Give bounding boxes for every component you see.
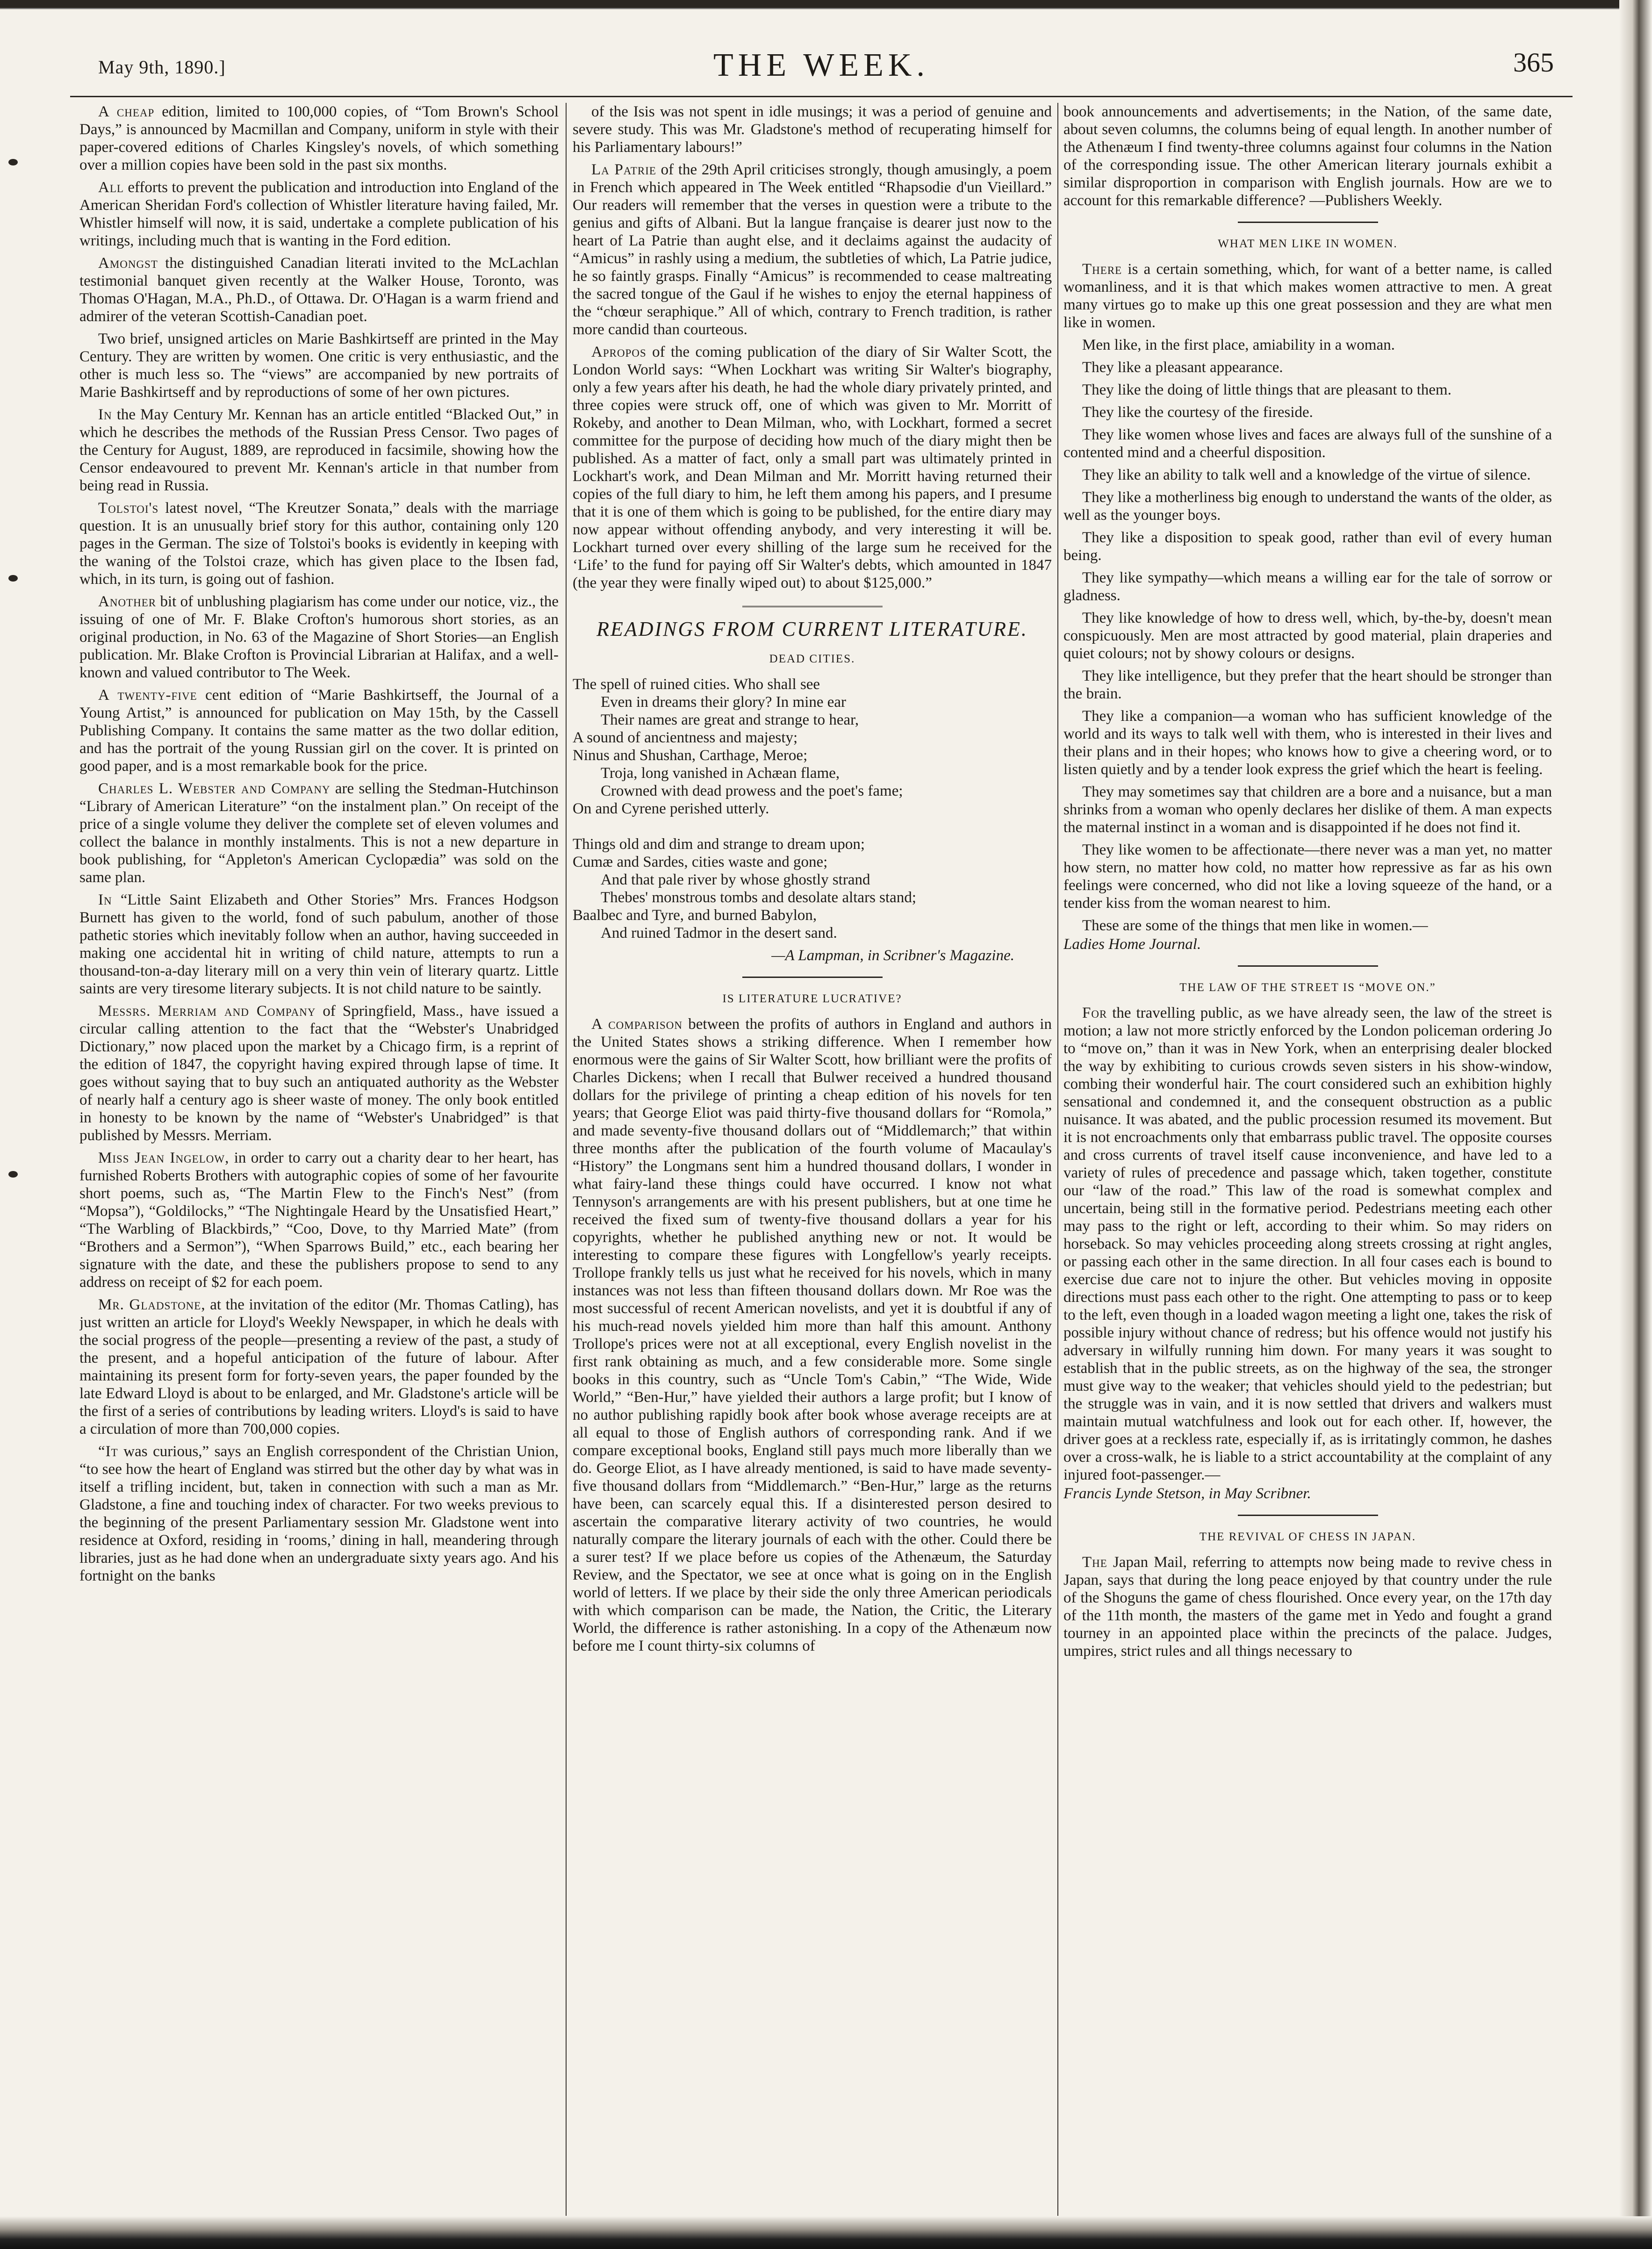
paragraph-lead: Amongst [98, 255, 158, 272]
paragraph-text: cent edition of “Marie Bashkirtseff, the Journal of a Young Artist,” is announced for publication on May 15th, by the Cassell Publishing Company. It contains the same matter as the two dollar edition, and has the portrait of the young Russian girl on the cover. It is printed on good paper, and is a most remarkable book for the price. [79, 687, 559, 775]
paragraph-text: latest novel, “The Kreutzer Sonata,” deals with the marriage question. It is an unusually brief story for this author, containing only 120 pages in the German. The size of Tolstoi's books is evidently in keeping with the waning of the Tolstoi craze, which has given place to the Ibsen fad, which, in its turn, is going out of fashion. [79, 500, 559, 588]
paragraph-lead: “It [98, 1443, 118, 1460]
article-paragraph [573, 343, 1052, 592]
paragraph-text: efforts to prevent the publication and introduction into England of the American Sheridan Ford's collection of Whistler literature having failed, Mr. Whistler himself will now, it is said, undertake a complete publication of his writings, including much that is wanting in the Ford edition. [79, 179, 559, 249]
paragraph-lead: All [98, 179, 124, 196]
dead-cities-poem [573, 675, 1052, 942]
poem-line: Troja, long vanished in Achæan flame, [601, 765, 840, 782]
poem-attribution: —A Lampman, in Scribner's Magazine. [771, 947, 1014, 964]
paragraph-text: bit of unblushing plagiarism has come under our notice, viz., the issuing of one of Mr. F. Blake Crofton's humorous short stories, as an original production, in No. 63 of the Magazine of Short Stories—an English publication. Mr. Blake Crofton is Provincial Librarian at Halifax, and a well-known and valued contributor to The Week. [79, 593, 559, 681]
women-credit: Ladies Home Journal. [1063, 936, 1201, 953]
women-heading: WHAT MEN LIKE IN WOMEN. [1218, 237, 1398, 250]
article-paragraph [1063, 783, 1552, 836]
issue-date: May 9th, 1890.] [98, 57, 226, 78]
chess-paragraphs [1063, 1553, 1552, 1660]
article-paragraph [79, 1002, 559, 1144]
paragraph-text: are selling the Stedman-Hutchinson “Library of American Literature” “on the instalment plan.” On receipt of the price of a single volume they deliver the complete set of eleven volumes and collect the balance in monthly instalments. This is not a new departure in book publishing, for “Appleton's American Cyclopædia” was sold on the same plan. [79, 780, 559, 886]
article-paragraph [1063, 529, 1552, 564]
paragraph-text: at the invitation of the editor (Mr. Thomas Catling), has just written an article for Lloyd's Weekly Newspaper, in which he deals with the social progress of the people—presenting a review of the past, a study of the present, and a hopeful anticipation of the future of labour. After maintaining its present form for forty-seven years, the paper founded by the late Edward Lloyd is about to be enlarged, and Mr. Gladstone's article will be the first of a series of contributions by leading writers. Lloyd's is said to have a circulation of more than 700,000 copies. [79, 1296, 559, 1437]
section-rule [742, 606, 883, 609]
paragraph-text: They like a disposition to speak good, rather than evil of every human being. [1063, 529, 1552, 564]
poem-line: Crowned with dead prowess and the poet's fame; [601, 783, 903, 799]
poem-line: Baalbec and Tyre, and burned Babylon, [573, 907, 817, 924]
article-paragraph [573, 103, 1052, 156]
top-border [0, 0, 1652, 13]
article-paragraph [1063, 489, 1552, 524]
paragraph-lead: Tolstoi's [98, 500, 159, 517]
paragraph-lead: For [1082, 1005, 1107, 1021]
chess-heading: THE REVIVAL OF CHESS IN JAPAN. [1199, 1530, 1416, 1543]
column-right [1063, 103, 1552, 2225]
paragraph-text: the travelling public, as we have already seen, the law of the street is motion; a law not more strictly enforced by the London policeman ordering Jo to “move on,” than it was in New York, when an enterprising dealer blocked the way by exhibiting to curious crowds seven sisters in his show-window, combing their wonderful hair. The court considered such an exhibition highly sensational and condemned it, and the consequent obstruction as a public nuisance. It was abated, and the public procession resumed its movement. But it is not encroachments only that embarrass public travel. The opposite courses and cross currents of travel itself cause inconvenience, and have led to a variety of rules of precedence and passage which, taken together, constitute our “law of the road.” This law of the road is somewhat complex and uncertain, being still in the formative period. Pedestrians meeting each other may pass to the right or left, according to their whim. So may riders on horseback. So may vehicles proceeding along streets crossing at right angles, or passing each other in the same direction. In all four cases each is bound to exercise due care not to injure the other. But vehicles moving in opposite directions must pass each other to the right. One attempting to pass or to keep to the left, even though in a loaded wagon meeting a light one, takes the risk of possible injury without chance of redress; but his offence would not justify his adversary in wilfully running him down. For many years it was sought to establish that in the public streets, as on the highway of the sea, the stronger must give way to the weaker; that vehicles should yield to the pedestrian; but the struggle was in vain, and it is now settled that drivers and walkers must maintain mutual watchfulness and look out for each other. If, however, the driver goes at a reckless rate, especially if, as is irritatingly common, he dashes over a cross-walk, he is liable to a strict accountability at the complaint of any injured foot-passenger.— [1063, 1005, 1552, 1483]
paragraph-text: the distinguished Canadian literati invited to the McLachlan testimonial banquet given recently at the Walker House, Toronto, was Thomas O'Hagan, M.A., Ph.D., of Ottawa. Dr. O'Hagan is a warm friend and admirer of the veteran Scottish-Canadian poet. [79, 255, 559, 325]
page-number: 365 [1513, 47, 1554, 78]
article-paragraph [1063, 381, 1552, 399]
poem-line: On and Cyrene perished utterly. [573, 800, 769, 817]
dead-cities-heading: DEAD CITIES. [769, 653, 855, 665]
article-paragraph [1063, 466, 1552, 484]
poem-line [573, 818, 1052, 835]
paragraph-text: They like the doing of little things that are pleasant to them. [1082, 381, 1451, 398]
article-paragraph [1063, 917, 1552, 934]
paragraph-text: the May Century Mr. Kennan has an article entitled “Blacked Out,” in which he describes the methods of the Russian Press Censor. Two pages of the Century for August, 1889, are reproduced in facsimile, showing how the Censor endeavoured to prevent Mr. Kennan's article in that number from being read in Russia. [79, 406, 559, 494]
poem-line: Things old and dim and strange to dream upon; [573, 836, 865, 853]
section-rule [1238, 1515, 1378, 1516]
poem-line: Thebes' monstrous tombs and desolate altars stand; [601, 889, 916, 906]
article-paragraph [79, 1149, 559, 1291]
article-paragraph [79, 593, 559, 682]
paragraph-text: edition, limited to 100,000 copies, of “Tom Brown's School Days,” is announced by Macmillan and Company, uniform in style with their paper-covered editions of Charles Kingsley's novels, of which something over a million copies have been sold in the past six months. [79, 103, 559, 173]
article-paragraph [79, 1296, 559, 1438]
paragraph-text: of Springfield, Mass., have issued a circular calling attention to the fact that the “Webster's Unabridged Dictionary,” now placed upon the market by a Chicago firm, is a reprint of the edition of 1847, the copyright having expired through lapse of time. It goes without saying that to buy such an antiquated authority as the Webster of nearly half a century ago is sheer waste of money. The only book entitled in honesty to be known by the name of “Webster's Unabridged” is that published by Messrs. Merriam. [79, 1003, 559, 1144]
paragraph-text: They like a pleasant appearance. [1082, 359, 1283, 376]
paragraph-lead: La Patrie [591, 161, 656, 178]
paragraph-lead: Miss Jean Ingelow, [98, 1150, 230, 1166]
article-paragraph [1063, 260, 1552, 331]
article-paragraph [79, 891, 559, 998]
page-edge-bottom [0, 2216, 1652, 2249]
article-paragraph [1063, 841, 1552, 912]
paragraph-text: They like an ability to talk well and a knowledge of the virtue of silence. [1082, 467, 1531, 483]
margin-mark [8, 575, 18, 582]
column-divider [566, 103, 567, 2216]
column-left [79, 103, 559, 2225]
paragraph-text: They like a companion—a woman who has sufficient knowledge of the world and its ways to talk well with them, who is interested in their lives and their plans and in their hopes; who knows how to give a cheering word, or to listen quietly and by a tender look express the grief which the heart is feeling. [1063, 708, 1552, 778]
paragraph-text: between the profits of authors in England and authors in the United States shows a striking difference. When I remember how enormous were the gains of Sir Walter Scott, how brilliant were the profits of Charles Dickens; when I recall that Bulwer received a hundred thousand dollars for the privilege of printing a cheap edition of his novels for ten years; that George Eliot was paid thirty-five thousand dollars for “Romola,” and made seventy-five thousand dollars out of “Middlemarch;” that within three months after the publication of the fourth volume of Macaulay's “History” the Longmans sent him a hundred thousand dollars, I wonder in what fairy-land these things could have occurred. I know not what Tennyson's arrangements are with his present publishers, but at one time he received the fixed sum of twenty-five thousand dollars a year for his copyrights, whether he published anything new or not. It would be interesting to compare these figures with Longfellow's yearly receipts. Trollope frankly tells us just what he received for his novels, which in many instances was not less than fifteen thousand dollars down. Mr Roe was the most successful of recent American novelists, and yet it is doubtful if any of his much-read novels yielded him more than half this amount. Anthony Trollope's prices were not at all exceptional, every English novelist in the first rank obtaining as much, and a few considerable more. Some single books in this country, such as “Uncle Tom's Cabin,” “The Wide, Wide World,” “Ben-Hur,” have yielded their authors a large profit; but I know of no author publishing rapidly book after book whose average receipts are at all equal to those of English authors of corresponding rank. And if we compare exceptional books, England still pays much more liberally than we do. George Eliot, as I have already mentioned, is said to have made seventy-five thousand dollars from “Middlemarch.” “Ben-Hur,” large as the returns have been, can scarcely equal this. If a disinterested person desired to ascertain the comparative literary activity of two countries, he would naturally compare the literary journals of each with the other. Could there be a surer test? If we place before us copies of the Athenæum, the Saturday Review, and the Spectator, we see at once what is going on in the English world of letters. If we place by their side the only three American periodicals with which comparison can be made, the Nation, the Critic, the Literary World, the difference is rather astonishing. In a copy of the Athenæum now before me I count thirty-six columns of [573, 1016, 1052, 1654]
article-paragraph [79, 686, 559, 775]
paragraph-text: of the coming publication of the diary of Sir Walter Scott, the London World says: “When Lockhart was writing Sir Walter's biography, only a few years after his death, he had the whole diary privately printed, and three copies were struck off, one of which was given to Mr. Morritt of Rokeby, and another to Dean Milman, who, with Lockhart, formed a secret committee for the purpose of deciding how much of the diary might then be published. As a matter of fact, only a small part was ultimately printed in Lockhart's work, and Dean Milman and Mr. Morritt having returned their copies of the full diary to him, he left them among his papers, and I presume that it is one of them which is going to be published, for the entire diary may now appear without offending anybody, and very interesting it will be. Lockhart turned over every shilling of the large sum he received for the ‘Life’ to the fund for paying off Sir Walter's debts, which amounted in 1847 (the year they were finally wiped out) to about $125,000.” [573, 344, 1052, 591]
paragraph-lead: In [98, 406, 112, 423]
paragraph-lead: Charles L. Webster and Company [98, 780, 330, 797]
lucrative-heading: IS LITERATURE LUCRATIVE? [722, 992, 902, 1005]
street-heading: THE LAW OF THE STREET IS “MOVE ON.” [1179, 981, 1436, 994]
article-paragraph [79, 103, 559, 174]
article-paragraph [573, 1015, 1052, 1655]
poem-line: The spell of ruined cities. Who shall see [573, 676, 820, 693]
poem-line: Even in dreams their glory? In mine ear [601, 694, 847, 711]
article-paragraph [1063, 1004, 1552, 1484]
lucrative-paragraphs [573, 1015, 1052, 1655]
paragraph-text: of the Isis was not spent in idle musings; it was a period of genuine and severe study. This was Mr. Gladstone's method of recuperating himself for his Parliamentary labours!” [573, 103, 1052, 156]
paragraph-text: They like intelligence, but they prefer that the heart should be stronger than the brain. [1063, 668, 1552, 702]
header-rule [70, 96, 1573, 97]
column-middle [573, 103, 1052, 2225]
paragraph-text: Japan Mail, referring to attempts now being made to revive chess in Japan, says that during the long peace enjoyed by that country under the rule of the Shoguns the game of chess flourished. Once every year, on the 17th day of the 11th month, the masters of the game met in Yedo and fought a grand tourney in an appointed place within the precincts of the palace. Judges, umpires, strict rules and all things necessary to [1063, 1554, 1552, 1660]
continued-paragraph: book announcements and advertisements; in the Nation, of the same date, about seven columns, the columns being of equal length. In another number of the Athenæum I find twenty-three columns against four columns in the Nation of the corresponding issue. The other American literary journals exhibit a similar disproportion in comparison with English journals. How are we to account for this remarkable difference? —Publishers Weekly. [1063, 103, 1552, 209]
section-rule [742, 977, 883, 978]
paragraph-text: of the 29th April criticises strongly, though amusingly, a poem in French which appeared in The Week entitled “Rhapsodie d'un Vieillard.” Our readers will remember that the verses in question were a tribute to the genius and gifts of Albani. But la langue française is dearer just now to the heart of La Patrie than aught else, and it declaims against the audacity of “Amicus” in rashly using a medium, the subtleties of which, La Patrie judice, he so faintly grasps. Finally “Amicus” is recommended to cease maltreating the sacred tongue of the Gaul if he wishes to enjoy the eternal happiness of the “chœur seraphique.” All of which, contrary to French tradition, is rather more candid than courteous. [573, 161, 1052, 338]
paragraph-text: “Little Saint Elizabeth and Other Stories” Mrs. Frances Hodgson Burnett has given to the world, fond of such pabulum, another of those pathetic stories which inevitably follow when an author, having succeeded in making one accidental hit in writing of child nature, attempts to run a thousand-ton-a-day literary mill on a very thin vein of literary quartz. Little saints are very tiresome literary subjects. It is not child nature to be saintly. [79, 891, 559, 997]
section-rule [1238, 222, 1378, 223]
article-paragraph [1063, 707, 1552, 778]
article-paragraph [79, 406, 559, 495]
section-rule [1238, 965, 1378, 967]
paragraph-lead: Another [98, 593, 157, 610]
paragraph-text: Men like, in the first place, amiability in a woman. [1082, 337, 1395, 353]
paragraph-text: is a certain something, which, for want of a better name, is called womanliness, and it is that which makes women attractive to men. A great many virtues go to make up this one great possession and they are what men like in women. [1063, 261, 1552, 331]
article-paragraph [79, 254, 559, 325]
col1-paragraphs [79, 103, 559, 1585]
poem-line: And ruined Tadmor in the desert sand. [601, 925, 837, 941]
article-paragraph [79, 330, 559, 401]
paragraph-text: They like women to be affectionate—there never was a man yet, no matter how stern, no matter how cold, no matter how repressive as far as his own feelings were concerned, who did not like a loving squeeze of the hand, or a tender kiss from the woman nearest to him. [1063, 841, 1552, 912]
paragraph-text: They like the courtesy of the fireside. [1082, 404, 1313, 421]
paragraph-text: They like women whose lives and faces are always full of the sunshine of a contented mind and a cheerful disposition. [1063, 426, 1552, 461]
paragraph-text: They like knowledge of how to dress well, which, by-the-by, doesn't mean conspicuously. Men are most attracted by good material, plain draperies and quiet colours; not by showy colours or designs. [1063, 610, 1552, 662]
street-paragraphs [1063, 1004, 1552, 1484]
masthead-title: THE WEEK. [713, 47, 929, 83]
paragraph-lead: In [98, 891, 112, 908]
col2-paragraphs [573, 103, 1052, 592]
paragraph-text: These are some of the things that men like in women.— [1082, 917, 1428, 934]
paragraph-text: They like a motherliness big enough to understand the wants of the older, as well as the younger boys. [1063, 489, 1552, 524]
page-header [70, 42, 1573, 98]
paragraph-lead: There [1082, 261, 1122, 278]
women-paragraphs [1063, 260, 1552, 934]
poem-line: A sound of ancientness and majesty; [573, 729, 798, 746]
paragraph-lead: Apropos [591, 344, 646, 360]
article-paragraph [79, 1443, 559, 1585]
article-paragraph [1063, 569, 1552, 604]
article-paragraph [1063, 1553, 1552, 1660]
paragraph-lead: The [1082, 1554, 1107, 1571]
paragraph-text: Two brief, unsigned articles on Marie Bashkirtseff are printed in the May Century. They are written by women. One critic is very enthusiastic, and the other is much less so. The “views” are accompanied by new portraits of Marie Bashkirtseff and by reproductions of some of her own pictures. [79, 331, 559, 401]
article-paragraph [79, 179, 559, 250]
paragraph-lead: A cheap [98, 103, 155, 120]
paragraph-lead: A comparison [591, 1016, 682, 1033]
article-paragraph [573, 161, 1052, 338]
poem-line: Ninus and Shushan, Carthage, Meroe; [573, 747, 808, 764]
poem-line: Cumæ and Sardes, cities waste and gone; [573, 854, 828, 870]
margin-mark [8, 1171, 18, 1178]
article-paragraph [1063, 426, 1552, 461]
column-divider [1057, 103, 1058, 2216]
paragraph-text: They may sometimes say that children are a bore and a nuisance, but a man shrinks from a woman who openly declares her dislike of them. A man expects the maternal instinct in a woman and is disappointed if he does not find it. [1063, 783, 1552, 836]
page-edge-right [1619, 0, 1652, 2249]
poem-line: And that pale river by whose ghostly strand [601, 871, 870, 888]
margin-mark [8, 159, 18, 165]
article-paragraph [1063, 336, 1552, 354]
article-paragraph [79, 499, 559, 588]
article-paragraph [79, 780, 559, 886]
poem-line: Their names are great and strange to hear, [601, 711, 859, 728]
paragraph-text: in order to carry out a charity dear to her heart, has furnished Roberts Brothers with autographic copies of some of her favourite short poems, such as, “The Martin Flew to the Finch's Nest” (from “Mopsa”), “Goldilocks,” “The Nightingale Heard by the Unsatisfied Heart,” “The Warbling of Blackbirds,” “Coo, Dove, to thy Married Mate” (from “Brothers and a Sermon”), “When Sparrows Build,” etc., each bearing her signature with the date, and these the publishers propose to send to any address on receipt of $2 for each poem. [79, 1150, 559, 1291]
readings-heading: READINGS FROM CURRENT LITERATURE. [596, 618, 1028, 640]
article-paragraph [1063, 359, 1552, 376]
paragraph-lead: Mr. Gladstone, [98, 1296, 206, 1313]
paragraph-text: They like sympathy—which means a willing ear for the tale of sorrow or gladness. [1063, 569, 1552, 604]
article-paragraph [1063, 403, 1552, 421]
street-credit: Francis Lynde Stetson, in May Scribner. [1063, 1485, 1311, 1502]
article-paragraph [1063, 609, 1552, 662]
article-paragraph [1063, 667, 1552, 703]
paragraph-text: was curious,” says an English correspondent of the Christian Union, “to see how the heart of England was stirred but the other day by what was in itself a trifling incident, but, taken in connection with such a man as Mr. Gladstone, a fine and touching index of character. For two weeks previous to the beginning of the present Parliamentary session Mr. Gladstone went into residence at Oxford, residing in ‘rooms,’ dining in hall, meandering through libraries, just as he had done when an undergraduate sixty years ago. And his fortnight on the banks [79, 1443, 559, 1584]
paragraph-lead: Messrs. Merriam and Company [98, 1003, 316, 1020]
paragraph-lead: A twenty-five [98, 687, 197, 704]
